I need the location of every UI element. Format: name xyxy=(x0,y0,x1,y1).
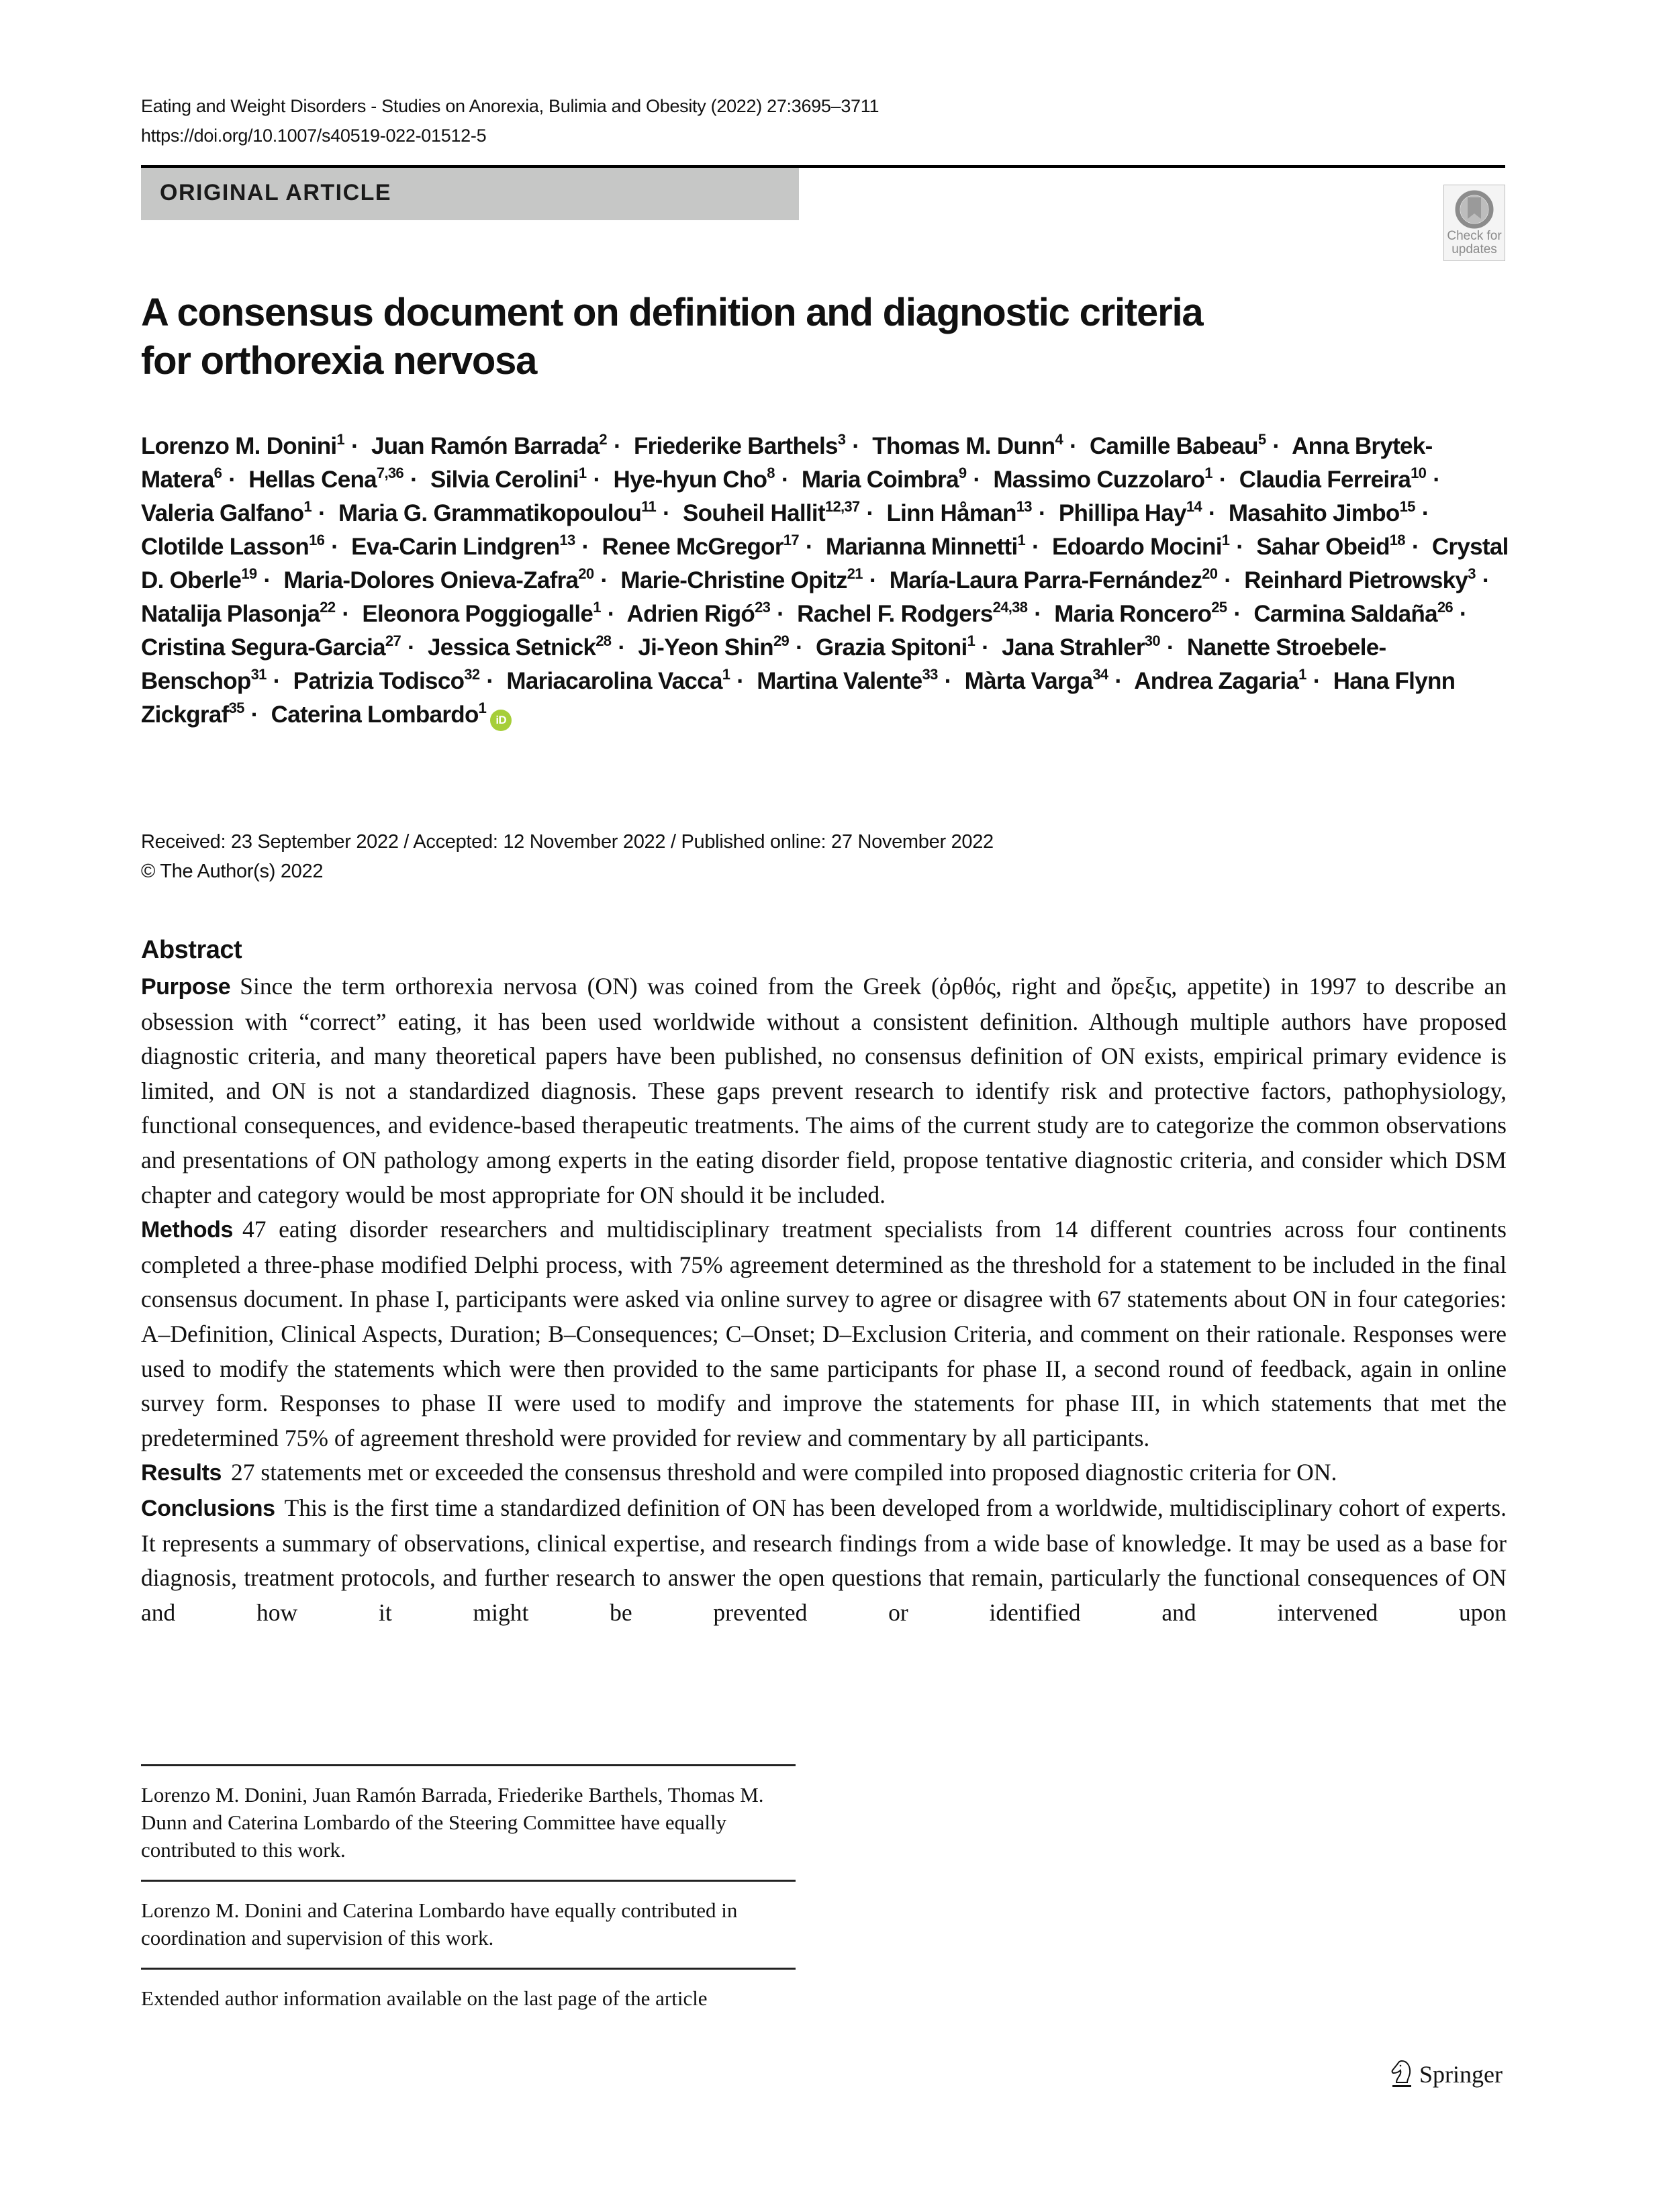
author[interactable] xyxy=(993,467,1212,493)
title-line-2: for orthorexia nervosa xyxy=(141,339,537,383)
author-name: Camille Babeau xyxy=(1089,433,1258,459)
abstract-purpose xyxy=(141,969,1507,1212)
affiliation-number: 22 xyxy=(320,599,336,616)
affiliation-number: 1 xyxy=(593,599,601,616)
author-name: Souheil Hallit xyxy=(683,500,825,526)
author-name: Maria Roncero xyxy=(1054,601,1212,627)
author[interactable] xyxy=(338,500,656,526)
affiliation-number: 20 xyxy=(1202,565,1218,582)
footnotes xyxy=(141,1764,796,2028)
author-separator: · xyxy=(1433,467,1441,493)
author-name: Nanette Stroebele-Benschop xyxy=(141,634,1386,694)
author-name: Adrien Rigó xyxy=(626,601,755,627)
author-separator: · xyxy=(331,534,339,560)
author-name: Maria G. Grammatikopoulou xyxy=(338,500,642,526)
author[interactable] xyxy=(802,467,967,493)
abstract-text-purpose: Since the term orthorexia nervosa (ON) was coined from the Greek (ὀρθός, right and ὄρεξις, appetite) in 1997 to describe an obsession with “correct” eating, it has been used worldwide without a consistent definition. Although multiple authors have proposed diagnostic criteria, and many theoretical papers have been published, no consensus definition of ON exists, empirical primary evidence is limited, and ON is not a standardized diagnosis. These gaps prevent research to identify risk and protective factors, pathophysiology, functional consequences, and evidence-based therapeutic treatments. The aims of the current study are to categorize the common observations and presentations of ON pathology among experts in the eating disorder field, propose tentative diagnostic criteria, and consider which DSM chapter and category would be most appropriate for ON should it be included. xyxy=(141,973,1507,1208)
abstract-label-results: Results xyxy=(141,1460,222,1486)
affiliation-number: 31 xyxy=(250,666,267,683)
affiliation-number: 1 xyxy=(1298,666,1306,683)
affiliation-number: 32 xyxy=(464,666,480,683)
footnote-extended-info: Extended author information available on the last page of the article xyxy=(141,1986,708,2010)
abstract-label-purpose: Purpose xyxy=(141,974,231,1000)
author-separator: · xyxy=(1482,567,1490,593)
author-separator: · xyxy=(1313,668,1321,694)
affiliation-number: 11 xyxy=(641,498,657,515)
journal-header xyxy=(141,91,879,150)
check-updates-line2: updates xyxy=(1452,242,1497,256)
author-name: Patrizia Todisco xyxy=(293,668,465,694)
affiliation-number: 18 xyxy=(1389,532,1405,548)
abstract-heading: Abstract xyxy=(141,936,242,964)
affiliation-number: 26 xyxy=(1437,599,1453,616)
affiliation-number: 1 xyxy=(1221,532,1230,548)
affiliation-number: 1 xyxy=(1017,532,1026,548)
journal-citation: Eating and Weight Disorders - Studies on Anorexia, Bulimia and Obesity (2022) 27:3695–3711 xyxy=(141,96,879,116)
check-updates-line1: Check for xyxy=(1447,229,1502,243)
affiliation-number: 4 xyxy=(1055,431,1063,448)
author-name: Marianna Minnetti xyxy=(825,534,1018,560)
author-separator: · xyxy=(581,534,589,560)
affiliation-number: 25 xyxy=(1211,599,1227,616)
author-name: Masahito Jimbo xyxy=(1228,500,1400,526)
abstract-text-conclusions: This is the first time a standardized definition of ON has been developed from a worldwide, multidisciplinary cohort of experts. It represents a summary of observations, clinical expertise, and research findings from a wide base of knowledge. It may be used as a base for diagnosis, treatment protocols, and further research to answer the open questions that remain, particularly the functional consequences of ON and how it might be prevented or identified and intervened upon xyxy=(141,1494,1507,1626)
author-separator: · xyxy=(342,601,350,627)
author[interactable] xyxy=(1253,601,1453,627)
orcid-icon[interactable]: iD xyxy=(490,710,512,731)
author-name: Crystal D. Oberle xyxy=(141,534,1509,593)
author-separator: · xyxy=(1421,500,1429,526)
author[interactable] xyxy=(271,702,512,728)
author-separator: · xyxy=(1233,601,1241,627)
abstract-label-methods: Methods xyxy=(141,1217,233,1243)
author-name: Anna Brytek-Matera xyxy=(141,433,1433,493)
author-separator: · xyxy=(1038,500,1046,526)
affiliation-number: 21 xyxy=(847,565,863,582)
copyright: © The Author(s) 2022 xyxy=(141,861,324,882)
author[interactable] xyxy=(826,534,1025,560)
author-separator: · xyxy=(263,567,271,593)
author-separator: · xyxy=(866,500,874,526)
author[interactable] xyxy=(797,601,1027,627)
author[interactable] xyxy=(1244,567,1475,593)
affiliation-number: 1 xyxy=(336,431,344,448)
author-name: Sahar Obeid xyxy=(1256,534,1390,560)
author-separator: · xyxy=(1208,500,1216,526)
author-separator: · xyxy=(1219,467,1227,493)
affiliation-number: 7,36 xyxy=(376,465,403,481)
author[interactable] xyxy=(1229,500,1415,526)
author-name: Natalija Plasonja xyxy=(141,601,320,627)
affiliation-number: 3 xyxy=(1468,565,1476,582)
author-name: Maria Coimbra xyxy=(801,467,959,493)
author-separator: · xyxy=(600,567,608,593)
author-separator: · xyxy=(408,634,415,661)
author[interactable] xyxy=(430,467,587,493)
author[interactable] xyxy=(293,668,480,694)
author[interactable] xyxy=(602,534,798,560)
author[interactable] xyxy=(634,433,845,459)
author[interactable] xyxy=(890,567,1218,593)
abstract-text-results: 27 statements met or exceeded the consensus threshold and were compiled into proposed diagnostic criteria for ON. xyxy=(231,1459,1337,1486)
author-separator: · xyxy=(982,634,990,661)
author-separator: · xyxy=(973,467,981,493)
author-name: Mariacarolina Vacca xyxy=(506,668,722,694)
author-name: Clotilde Lasson xyxy=(141,534,310,560)
author-name: Renee McGregor xyxy=(602,534,783,560)
abstract xyxy=(141,933,1507,1630)
affiliation-number: 17 xyxy=(783,532,799,548)
author-separator: · xyxy=(1411,534,1419,560)
article-title xyxy=(141,289,1282,385)
author-name: Hana Flynn Zickgraf xyxy=(141,668,1456,728)
author[interactable] xyxy=(886,500,1031,526)
author-name: Carmina Saldaña xyxy=(1253,601,1437,627)
affiliation-number: 29 xyxy=(773,632,790,649)
author[interactable] xyxy=(351,534,575,560)
author-name: Phillipa Hay xyxy=(1058,500,1186,526)
affiliation-number: 1 xyxy=(478,700,487,716)
author[interactable] xyxy=(1059,500,1202,526)
abstract-results xyxy=(141,1455,1507,1491)
author-separator: · xyxy=(781,467,789,493)
author-name: Massimo Cuzzolaro xyxy=(993,467,1205,493)
affiliation-number: 35 xyxy=(228,700,244,716)
history-dates: Received: 23 September 2022 / Accepted: 12 November 2022 / Published online: 27 November 2022 xyxy=(141,831,994,853)
affiliation-number: 20 xyxy=(578,565,594,582)
abstract-label-conclusions: Conclusions xyxy=(141,1495,275,1521)
author-separator: · xyxy=(228,467,236,493)
author-name: Jana Strahler xyxy=(1002,634,1145,661)
author[interactable] xyxy=(620,567,862,593)
author-separator: · xyxy=(852,433,860,459)
doi-link[interactable]: https://doi.org/10.1007/s40519-022-01512-5 xyxy=(141,126,487,146)
abstract-conclusions xyxy=(141,1491,1507,1630)
affiliation-number: 28 xyxy=(596,632,612,649)
author-name: Juan Ramón Barrada xyxy=(371,433,600,459)
author-separator: · xyxy=(607,601,615,627)
author-name: Cristina Segura-Garcia xyxy=(141,634,385,661)
author-name: Martina Valente xyxy=(757,668,922,694)
publisher-logo xyxy=(1390,2058,1503,2091)
affiliation-number: 33 xyxy=(922,666,938,683)
affiliation-number: 23 xyxy=(755,599,771,616)
author-separator: · xyxy=(1272,433,1280,459)
author[interactable] xyxy=(1256,534,1405,560)
footnote-coordination: Lorenzo M. Donini and Caterina Lombardo have equally contributed in coordination and supervision of this work. xyxy=(141,1898,738,1950)
affiliation-number: 27 xyxy=(385,632,401,649)
affiliation-number: 14 xyxy=(1186,498,1202,515)
affiliation-number: 16 xyxy=(309,532,325,548)
author[interactable] xyxy=(638,634,789,661)
author[interactable] xyxy=(283,567,593,593)
author-separator: · xyxy=(1034,601,1042,627)
author[interactable] xyxy=(1052,534,1229,560)
author-name: Silvia Cerolini xyxy=(430,467,579,493)
author[interactable] xyxy=(1002,634,1160,661)
author-separator: · xyxy=(618,634,626,661)
author-separator: · xyxy=(486,668,494,694)
affiliation-number: 15 xyxy=(1399,498,1415,515)
author[interactable] xyxy=(141,534,324,560)
affiliation-number: 13 xyxy=(559,532,575,548)
abstract-text-methods: 47 eating disorder researchers and multidisciplinary treatment specialists from 14 different countries across four continents completed a three-phase modified Delphi process, with 75% agreement determined as the threshold for a statement to be included in the final consensus document. In phase I, participants were asked via online survey to agree or disagree with 67 statements about ON in four categories: A–Definition, Clinical Aspects, Duration; B–Consequences; C–Onset; D–Exclusion Criteria, and comment on their rationale. Responses were used to modify the statements which were then provided to the same participants for phase II, a second round of feedback, again in online survey form. Responses to phase II were used to modify and improve the statements for phase III, in which statements that met the predetermined 75% of agreement threshold were provided for review and commentary by all participants. xyxy=(141,1216,1507,1451)
author-name: Claudia Ferreira xyxy=(1239,467,1411,493)
author-separator: · xyxy=(250,702,258,728)
author-separator: · xyxy=(777,601,785,627)
affiliation-number: 24,38 xyxy=(992,599,1028,616)
author[interactable] xyxy=(428,634,611,661)
affiliation-number: 8 xyxy=(767,465,775,481)
author[interactable] xyxy=(1134,668,1306,694)
author-name: Valeria Galfano xyxy=(141,500,304,526)
author-name: Lorenzo M. Donini xyxy=(141,433,337,459)
author[interactable] xyxy=(1054,601,1227,627)
author-separator: · xyxy=(273,668,281,694)
author-name: Andrea Zagaria xyxy=(1134,668,1299,694)
author-separator: · xyxy=(869,567,877,593)
title-line-1: A consensus document on definition and diagnostic criteria xyxy=(141,291,1203,334)
affiliation-number: 10 xyxy=(1411,465,1427,481)
publication-dates xyxy=(141,827,994,886)
author-name: Grazia Spitoni xyxy=(816,634,967,661)
affiliation-number: 13 xyxy=(1016,498,1032,515)
author-separator: · xyxy=(1069,433,1077,459)
affiliation-number: 3 xyxy=(837,431,846,448)
affiliation-number: 1 xyxy=(578,465,587,481)
author-name: Hye-hyun Cho xyxy=(613,467,767,493)
article-type-banner xyxy=(141,168,799,220)
author-separator: · xyxy=(593,467,601,493)
affiliation-number: 12,37 xyxy=(824,498,860,515)
author-name: Eva-Carin Lindgren xyxy=(351,534,560,560)
bookmark-circle-icon xyxy=(1454,189,1494,230)
author-separator: · xyxy=(410,467,418,493)
author-name: María-Laura Parra-Fernández xyxy=(889,567,1202,593)
author-name: Marie-Christine Opitz xyxy=(620,567,847,593)
author[interactable] xyxy=(872,433,1063,459)
author[interactable] xyxy=(683,500,859,526)
author-name: Friederike Barthels xyxy=(633,433,838,459)
author[interactable] xyxy=(141,500,312,526)
author-name: Reinhard Pietrowsky xyxy=(1244,567,1468,593)
author[interactable] xyxy=(141,634,401,661)
author[interactable] xyxy=(816,634,975,661)
affiliation-number: 2 xyxy=(599,431,607,448)
affiliation-number: 5 xyxy=(1257,431,1266,448)
author-separator: · xyxy=(944,668,952,694)
author[interactable] xyxy=(613,467,774,493)
author-name: Hellas Cena xyxy=(248,467,377,493)
footnote-steering-committee: Lorenzo M. Donini, Juan Ramón Barrada, Friederike Barthels, Thomas M. Dunn and Caterina Lombardo of the Steering Committee have equally contributed to this work. xyxy=(141,1783,764,1862)
affiliation-number: 30 xyxy=(1144,632,1160,649)
affiliation-number: 1 xyxy=(722,666,730,683)
springer-knight-icon xyxy=(1390,2060,1413,2089)
abstract-methods xyxy=(141,1212,1507,1455)
author[interactable] xyxy=(1090,433,1266,459)
author-separator: · xyxy=(1032,534,1039,560)
check-for-updates-badge[interactable] xyxy=(1443,185,1505,261)
author[interactable] xyxy=(1239,467,1426,493)
author[interactable] xyxy=(248,467,403,493)
author-name: Edoardo Mocini xyxy=(1052,534,1222,560)
author-list xyxy=(141,430,1524,732)
author[interactable] xyxy=(141,433,344,459)
author-separator: · xyxy=(796,634,804,661)
author[interactable] xyxy=(506,668,730,694)
author-name: Caterina Lombardo xyxy=(271,702,479,728)
author-name: Thomas M. Dunn xyxy=(872,433,1055,459)
author[interactable] xyxy=(141,601,335,627)
affiliation-number: 19 xyxy=(241,565,257,582)
author-separator: · xyxy=(318,500,326,526)
affiliation-number: 1 xyxy=(303,498,312,515)
author-separator: · xyxy=(613,433,621,459)
author-name: Rachel F. Rodgers xyxy=(797,601,993,627)
author-separator: · xyxy=(1459,601,1467,627)
author-separator: · xyxy=(1166,634,1174,661)
affiliation-number: 1 xyxy=(967,632,976,649)
article-type-label: ORIGINAL ARTICLE xyxy=(160,180,392,205)
author[interactable] xyxy=(626,601,770,627)
affiliation-number: 1 xyxy=(1204,465,1212,481)
author-name: Màrta Varga xyxy=(964,668,1093,694)
author-separator: · xyxy=(1114,668,1123,694)
author[interactable] xyxy=(371,433,607,459)
author-name: Ji-Yeon Shin xyxy=(638,634,773,661)
author-name: Jessica Setnick xyxy=(428,634,596,661)
author-name: Linn Håman xyxy=(886,500,1016,526)
publisher-name: Springer xyxy=(1419,2061,1503,2088)
author[interactable] xyxy=(362,601,600,627)
author-name: Eleonora Poggiogalle xyxy=(362,601,593,627)
author[interactable] xyxy=(757,668,937,694)
author-separator: · xyxy=(350,433,359,459)
author-separator: · xyxy=(663,500,670,526)
affiliation-number: 6 xyxy=(213,465,222,481)
author-separator: · xyxy=(1224,567,1232,593)
affiliation-number: 9 xyxy=(958,465,967,481)
author-separator: · xyxy=(805,534,813,560)
author-separator: · xyxy=(1236,534,1244,560)
author[interactable] xyxy=(965,668,1108,694)
author-name: Maria-Dolores Onieva-Zafra xyxy=(283,567,579,593)
affiliation-number: 34 xyxy=(1092,666,1108,683)
author-separator: · xyxy=(736,668,745,694)
